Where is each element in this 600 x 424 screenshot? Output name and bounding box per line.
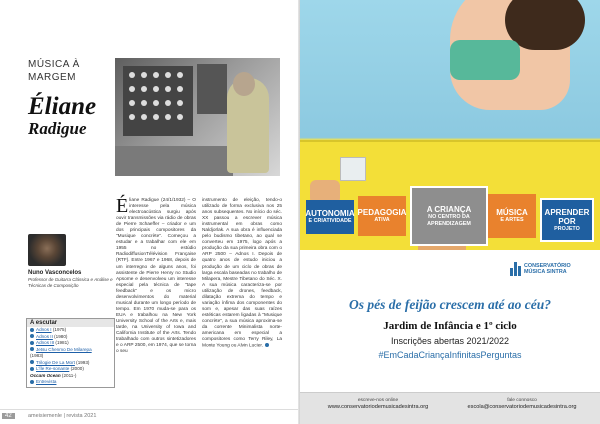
ad-hashtag: #EmCadaCriançaInfinitasPerguntas	[378, 350, 522, 360]
ad-headline: Os pés de feijão crescem até ao céu?	[348, 297, 552, 312]
page-footer	[0, 409, 300, 424]
listening-list	[26, 318, 115, 388]
right-page-advert	[300, 0, 600, 424]
article-text-2: instrumento de eleição, tendo-o utilizado de forma exclusiva nos 25 anos subsequentes. No início do séc. XX passou a escrever música instrumental em obras como Naldjorlak. A sua obra é influenciada pelo budismo tibetano, ao qual se converteu em 1975, logo após a produção da sua primeira obra com o ARP 2500 – Adnos I. Depois de quatro anos de estudo iniciou a produção de um ciclo de obras de larga escala baseadas no trabalho de Milapera, Mestre Tibetano do Séc. X. A sua música caracteriza-se por utilização de drones, feedback, dilatação extrema do tempo e variação ínfima dos componentes do som e, apesar das suas raízes estéticas estarem ligadas à "Musique concrète", a sua música aproxima-se da corrente Minimalista norte-americana em especial a compositores como Terry Riley, La Monte Young ou Alvin Lucier.	[202, 198, 282, 349]
article-title	[28, 94, 96, 138]
title-line-1: Éliane	[28, 93, 97, 120]
play-icon	[30, 367, 34, 371]
footer-web[interactable]: escreve-nos online www.conservatoriodemusicadesintra.org	[327, 398, 429, 410]
author-name: Nuno Vasconcelos	[28, 270, 82, 276]
tile-autonomia: AUTONOMIA E CRIATIVIDADE	[306, 200, 354, 234]
play-icon	[30, 360, 34, 364]
title-line-2: Radigue	[28, 119, 87, 138]
section-label: MÚSICA À MARGEM	[28, 59, 80, 83]
listening-item[interactable]: Adnos I (1975)	[27, 327, 114, 334]
end-mark-icon	[265, 343, 269, 347]
ad-enrollment: Inscrições abertas 2021/2022	[390, 336, 510, 346]
author-role: Professor de Guitarra Clássica e Análise e Técnicas de Composição	[28, 277, 113, 288]
ad-footer	[300, 392, 600, 424]
play-icon	[30, 328, 34, 332]
author-avatar	[28, 234, 66, 266]
page-number: 42	[2, 413, 15, 419]
listening-item[interactable]: Entrevista	[27, 379, 114, 386]
play-icon	[30, 341, 34, 345]
listening-item[interactable]: Jetsu Chenmo De Milarepa	[27, 347, 114, 354]
listening-item[interactable]: Adnos III (1981)	[27, 340, 114, 347]
listening-heading: A escutar	[27, 319, 114, 327]
tile-pedagogia: PEDAGOGIA ATIVA	[358, 196, 406, 236]
tile-projeto: APRENDER POR PROJETO	[540, 198, 594, 242]
listening-item[interactable]: Trilogie De La Mort (1993)	[27, 360, 114, 367]
footer-text: ameisiemenle | revista 2021	[28, 413, 97, 419]
article-column-2	[202, 198, 282, 349]
article-column-1	[116, 195, 196, 355]
article-photo	[115, 58, 280, 176]
listening-item[interactable]: L'Île Re-sonante (2000)	[27, 366, 114, 373]
article-text-1: liane Radigue (24/1/1932) – O interesse pela música electroacústica surgiu após ouvir transmissões via rádio de obras de Pierre Schaeffer – criador e um dos principais compositores da "Musique concrète". Começou a estudar e a trabalhar com ele em 1955 no estúdio RadiodiffusionTélévision Française (RTF). Entre 1967 e 1968, depois de um interregno de alguns anos, foi assistente de Pierre Henry no Studio Apsome e desenvolveu um interesse especial pela técnica de "tape feedback" e os micro desenvolvimentos do material musical durante um longo período de tempo. Em 1970 muda-se para os EUA e trabalhou na New York University School of the Arts e, mais tarde, na University of Iowa and California Institute of the Arts. Tendo trabalhado com outros sintetizadores e o ARP 2500, em 1974, que se torna o seu	[116, 198, 196, 355]
logo-line-1: CONSERVATÓRIO	[524, 263, 571, 269]
logo-line-2: MÚSICA SINTRA	[524, 269, 567, 275]
ad-subhead: Jardim de Infância e 1º ciclo	[383, 320, 517, 332]
listening-item[interactable]: Adnos II (1980)	[27, 334, 114, 341]
play-icon	[30, 380, 34, 384]
play-icon	[30, 334, 34, 338]
value-tiles	[306, 186, 594, 246]
drop-cap: É	[116, 195, 129, 217]
footer-email[interactable]: fale connosco escola@conservatoriodemusicadesintra.org	[467, 398, 577, 410]
tile-crianca: A CRIANÇA NO CENTRO DA APRENDIZAGEM	[410, 186, 488, 246]
listening-item[interactable]: Occam Ocean (2011-)	[30, 372, 77, 378]
play-icon	[30, 347, 34, 351]
tile-musica: MÚSICA E ARTES	[488, 194, 536, 238]
listening-item: (1983)	[30, 353, 44, 358]
logo-icon	[510, 262, 520, 276]
